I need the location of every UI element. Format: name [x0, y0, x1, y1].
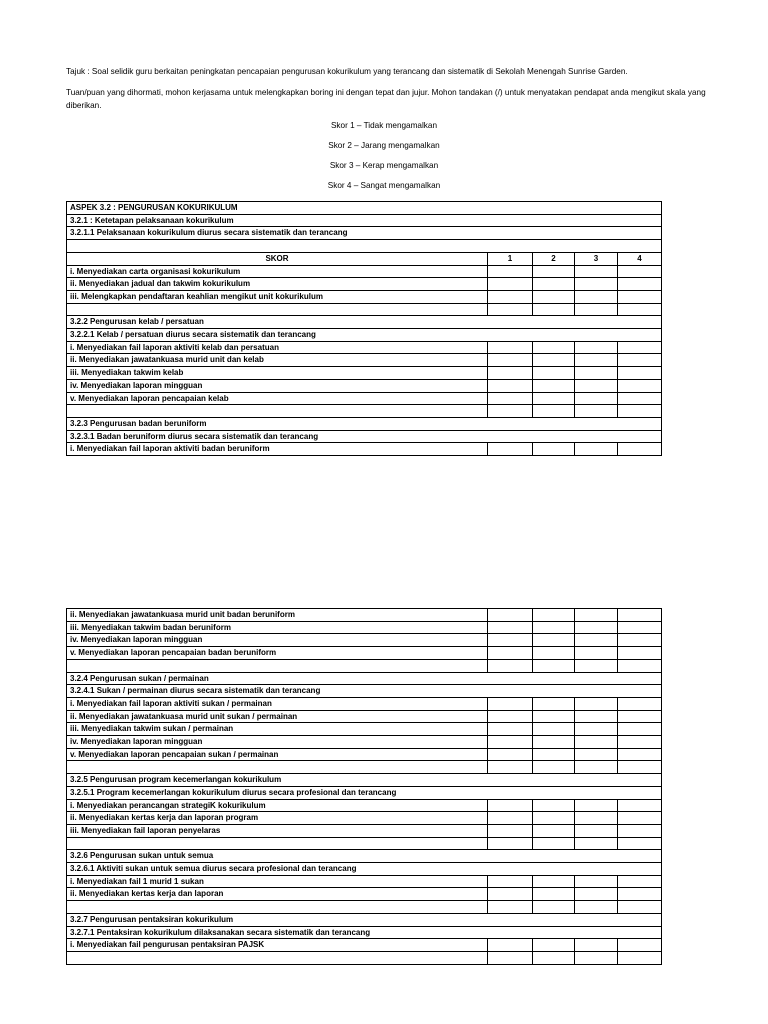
item-label: iv. Menyediakan laporan mingguan: [67, 736, 488, 749]
score-cell[interactable]: [533, 939, 575, 952]
score-cell[interactable]: [618, 265, 662, 278]
score-cell[interactable]: [618, 341, 662, 354]
subsection-heading-3-2-3-1: 3.2.3.1 Badan beruniform diurus secara sistematik dan terancang: [67, 430, 662, 443]
item-label: i. Menyediakan fail laporan aktiviti sukan / permainan: [67, 697, 488, 710]
score-cell[interactable]: [533, 341, 575, 354]
score-cell[interactable]: [618, 888, 662, 901]
score-cell[interactable]: [488, 824, 533, 837]
score-cell[interactable]: [618, 697, 662, 710]
score-cell[interactable]: [575, 647, 618, 660]
score-cell[interactable]: [533, 379, 575, 392]
subsection-heading-3-2-6-1: 3.2.6.1 Aktiviti sukan untuk semua diurus secara profesional dan terancang: [67, 863, 662, 876]
subsection-row: [67, 863, 662, 876]
aspect-row: [67, 202, 662, 215]
item-label: i. Menyediakan fail laporan aktiviti kelab dan persatuan: [67, 341, 488, 354]
questionnaire-table-part-2: [66, 608, 662, 965]
score-cell[interactable]: [618, 748, 662, 761]
item-label: i. Menyediakan fail 1 murid 1 sukan: [67, 875, 488, 888]
table-row: [67, 341, 662, 354]
score-cell[interactable]: [575, 888, 618, 901]
score-cell[interactable]: [575, 799, 618, 812]
item-label: iv. Menyediakan laporan mingguan: [67, 379, 488, 392]
section-heading-3-2-7: 3.2.7 Pengurusan pentaksiran kokurikulum: [67, 913, 662, 926]
score-cell[interactable]: [575, 609, 618, 622]
score-cell[interactable]: [488, 609, 533, 622]
item-label: i. Menyediakan carta organisasi kokurikulum: [67, 265, 488, 278]
table-row: [67, 824, 662, 837]
table-row: [67, 647, 662, 660]
score-cell[interactable]: [575, 367, 618, 380]
score-cell[interactable]: [533, 812, 575, 825]
score-column-1: 1: [488, 252, 533, 265]
table-row: [67, 736, 662, 749]
score-header-label: SKOR: [67, 252, 488, 265]
score-cell[interactable]: [575, 875, 618, 888]
score-cell[interactable]: [575, 634, 618, 647]
score-cell[interactable]: [488, 723, 533, 736]
item-label: ii. Menyediakan kertas kerja dan laporan program: [67, 812, 488, 825]
section-heading-3-2-2: 3.2.2 Pengurusan kelab / persatuan: [67, 316, 662, 329]
table-row: [67, 799, 662, 812]
score-cell[interactable]: [533, 290, 575, 303]
item-label: iii. Menyediakan fail laporan penyelaras: [67, 824, 488, 837]
table-row: [67, 290, 662, 303]
item-label: ii. Menyediakan kertas kerja dan laporan: [67, 888, 488, 901]
table-row: [67, 443, 662, 456]
subsection-row: [67, 329, 662, 342]
table-row: [67, 265, 662, 278]
table-row: [67, 723, 662, 736]
spacer-row: [67, 951, 662, 964]
score-cell[interactable]: [533, 609, 575, 622]
score-cell[interactable]: [533, 748, 575, 761]
score-cell[interactable]: [575, 748, 618, 761]
score-cell[interactable]: [488, 392, 533, 405]
score-cell[interactable]: [533, 634, 575, 647]
score-cell[interactable]: [618, 367, 662, 380]
subsection-heading-3-2-1-1: 3.2.1.1 Pelaksanaan kokurikulum diurus secara sistematik dan terancang: [67, 227, 662, 240]
table-row: [67, 697, 662, 710]
score-cell[interactable]: [488, 875, 533, 888]
score-cell[interactable]: [488, 367, 533, 380]
score-column-4: 4: [618, 252, 662, 265]
table-row: [67, 621, 662, 634]
score-cell[interactable]: [575, 392, 618, 405]
score-cell[interactable]: [575, 697, 618, 710]
score-cell[interactable]: [533, 354, 575, 367]
section-heading-3-2-4: 3.2.4 Pengurusan sukan / permainan: [67, 672, 662, 685]
item-label: ii. Menyediakan jawatankuasa murid unit dan kelab: [67, 354, 488, 367]
score-cell[interactable]: [533, 367, 575, 380]
score-header-row: [67, 252, 662, 265]
table-row: [67, 278, 662, 291]
item-label: iii. Melengkapkan pendaftaran keahlian mengikut unit kokurikulum: [67, 290, 488, 303]
spacer-row: [67, 303, 662, 316]
score-cell[interactable]: [488, 736, 533, 749]
subsection-heading-3-2-7-1: 3.2.7.1 Pentaksiran kokurikulum dilaksanakan secara sistematik dan terancang: [67, 926, 662, 939]
score-cell[interactable]: [533, 875, 575, 888]
score-cell[interactable]: [618, 621, 662, 634]
questionnaire-table-part-1: [66, 201, 662, 456]
section-heading-3-2-6: 3.2.6 Pengurusan sukan untuk semua: [67, 850, 662, 863]
score-cell[interactable]: [618, 723, 662, 736]
item-label: ii. Menyediakan jadual dan takwim kokurikulum: [67, 278, 488, 291]
subsection-heading-3-2-5-1: 3.2.5.1 Program kecemerlangan kokurikulum diurus secara profesional dan terancang: [67, 786, 662, 799]
score-cell[interactable]: [575, 939, 618, 952]
score-cell[interactable]: [575, 290, 618, 303]
score-cell[interactable]: [618, 799, 662, 812]
score-cell[interactable]: [618, 634, 662, 647]
score-cell[interactable]: [575, 354, 618, 367]
score-cell[interactable]: [488, 278, 533, 291]
score-cell[interactable]: [575, 621, 618, 634]
score-column-3: 3: [575, 252, 618, 265]
score-cell[interactable]: [488, 265, 533, 278]
table-row: [67, 939, 662, 952]
score-cell[interactable]: [488, 354, 533, 367]
score-cell[interactable]: [618, 736, 662, 749]
score-cell[interactable]: [618, 939, 662, 952]
score-cell[interactable]: [488, 647, 533, 660]
score-cell[interactable]: [618, 354, 662, 367]
section-heading-3-2-1: 3.2.1 : Ketetapan pelaksanaan kokurikulum: [67, 214, 662, 227]
table-row: [67, 710, 662, 723]
score-cell[interactable]: [533, 621, 575, 634]
score-cell[interactable]: [575, 824, 618, 837]
section-heading-3-2-3: 3.2.3 Pengurusan badan beruniform: [67, 417, 662, 430]
score-cell[interactable]: [533, 736, 575, 749]
section-row: [67, 913, 662, 926]
table-row: [67, 634, 662, 647]
item-label: i. Menyediakan fail pengurusan pentaksiran PAJSK: [67, 939, 488, 952]
score-cell[interactable]: [575, 812, 618, 825]
score-cell[interactable]: [618, 824, 662, 837]
score-cell[interactable]: [618, 278, 662, 291]
item-label: v. Menyediakan laporan pencapaian kelab: [67, 392, 488, 405]
score-cell[interactable]: [533, 265, 575, 278]
table-row: [67, 748, 662, 761]
score-cell[interactable]: [533, 723, 575, 736]
aspect-heading: ASPEK 3.2 : PENGURUSAN KOKURIKULUM: [67, 202, 662, 215]
subsection-row: [67, 926, 662, 939]
score-cell[interactable]: [488, 888, 533, 901]
score-cell[interactable]: [488, 443, 533, 456]
score-cell[interactable]: [618, 290, 662, 303]
score-legend-1: Skor 1 – Tidak mengamalkan: [330, 121, 438, 130]
score-column-2: 2: [533, 252, 575, 265]
table-row: [67, 875, 662, 888]
score-cell[interactable]: [533, 710, 575, 723]
section-row: [67, 316, 662, 329]
table-row: [67, 609, 662, 622]
score-cell[interactable]: [618, 875, 662, 888]
section-row: [67, 774, 662, 787]
table-row: [67, 354, 662, 367]
score-cell[interactable]: [488, 634, 533, 647]
score-cell[interactable]: [618, 379, 662, 392]
score-cell[interactable]: [533, 392, 575, 405]
item-label: iii. Menyediakan takwim kelab: [67, 367, 488, 380]
item-label: iv. Menyediakan laporan mingguan: [67, 634, 488, 647]
score-cell[interactable]: [488, 341, 533, 354]
table-row: [67, 888, 662, 901]
score-cell[interactable]: [575, 265, 618, 278]
score-cell[interactable]: [488, 812, 533, 825]
instructions: Tuan/puan yang dihormati, mohon kerjasama untuk melengkapkan boring ini dengan tepat dan jujur. Mohon tandakan (/) untuk menyatakan pendapat anda mengikut skala yang diberikan.: [66, 88, 706, 110]
score-cell[interactable]: [575, 443, 618, 456]
score-cell[interactable]: [575, 341, 618, 354]
score-cell[interactable]: [488, 939, 533, 952]
section-row: [67, 850, 662, 863]
score-cell[interactable]: [488, 379, 533, 392]
score-cell[interactable]: [533, 697, 575, 710]
score-cell[interactable]: [575, 723, 618, 736]
spacer-row: [67, 659, 662, 672]
score-legend-4: Skor 4 – Sangat mengamalkan: [327, 181, 441, 190]
item-label: i. Menyediakan perancangan strategiK kokurikulum: [67, 799, 488, 812]
score-cell[interactable]: [533, 278, 575, 291]
score-cell[interactable]: [488, 799, 533, 812]
score-cell[interactable]: [488, 710, 533, 723]
subsection-row: [67, 786, 662, 799]
score-cell[interactable]: [488, 697, 533, 710]
subsection-heading-3-2-4-1: 3.2.4.1 Sukan / permainan diurus secara sistematik dan terancang: [67, 685, 662, 698]
section-row: [67, 672, 662, 685]
subsection-row: [67, 227, 662, 240]
subsection-row: [67, 430, 662, 443]
score-legend-2: Skor 2 – Jarang mengamalkan: [328, 141, 440, 150]
subsection-heading-3-2-2-1: 3.2.2.1 Kelab / persatuan diurus secara sistematik dan terancang: [67, 329, 662, 342]
score-cell[interactable]: [533, 888, 575, 901]
table-row: [67, 379, 662, 392]
score-cell[interactable]: [618, 443, 662, 456]
section-row: [67, 417, 662, 430]
score-cell[interactable]: [618, 710, 662, 723]
score-cell[interactable]: [533, 824, 575, 837]
item-label: ii. Menyediakan jawatankuasa murid unit sukan / permainan: [67, 710, 488, 723]
score-cell[interactable]: [618, 647, 662, 660]
score-cell[interactable]: [488, 621, 533, 634]
score-cell[interactable]: [575, 710, 618, 723]
score-cell[interactable]: [575, 278, 618, 291]
item-label: v. Menyediakan laporan pencapaian badan beruniform: [67, 647, 488, 660]
score-cell[interactable]: [533, 647, 575, 660]
table-row: [67, 392, 662, 405]
score-cell[interactable]: [575, 379, 618, 392]
table-row: [67, 812, 662, 825]
score-legend-3: Skor 3 – Kerap mengamalkan: [329, 161, 439, 170]
item-label: i. Menyediakan fail laporan aktiviti badan beruniform: [67, 443, 488, 456]
item-label: v. Menyediakan laporan pencapaian sukan / permainan: [67, 748, 488, 761]
score-cell[interactable]: [533, 799, 575, 812]
score-cell[interactable]: [533, 443, 575, 456]
spacer-row: [67, 240, 662, 253]
spacer-row: [67, 837, 662, 850]
section-row: [67, 214, 662, 227]
spacer-row: [67, 761, 662, 774]
score-cell[interactable]: [488, 290, 533, 303]
score-cell[interactable]: [618, 812, 662, 825]
section-heading-3-2-5: 3.2.5 Pengurusan program kecemerlangan kokurikulum: [67, 774, 662, 787]
spacer-row: [67, 405, 662, 418]
score-cell[interactable]: [618, 609, 662, 622]
score-cell[interactable]: [575, 736, 618, 749]
item-label: iii. Menyediakan takwim sukan / permainan: [67, 723, 488, 736]
item-label: iii. Menyediakan takwim badan beruniform: [67, 621, 488, 634]
spacer-row: [67, 901, 662, 914]
score-cell[interactable]: [488, 748, 533, 761]
item-label: ii. Menyediakan jawatankuasa murid unit badan beruniform: [67, 609, 488, 622]
document-title: Tajuk : Soal selidik guru berkaitan peningkatan pencapaian pengurusan kokurikulum yang terancang dan sistematik di Sekolah Menengah Sunrise Garden.: [66, 67, 628, 76]
table-row: [67, 367, 662, 380]
score-cell[interactable]: [618, 392, 662, 405]
subsection-row: [67, 685, 662, 698]
